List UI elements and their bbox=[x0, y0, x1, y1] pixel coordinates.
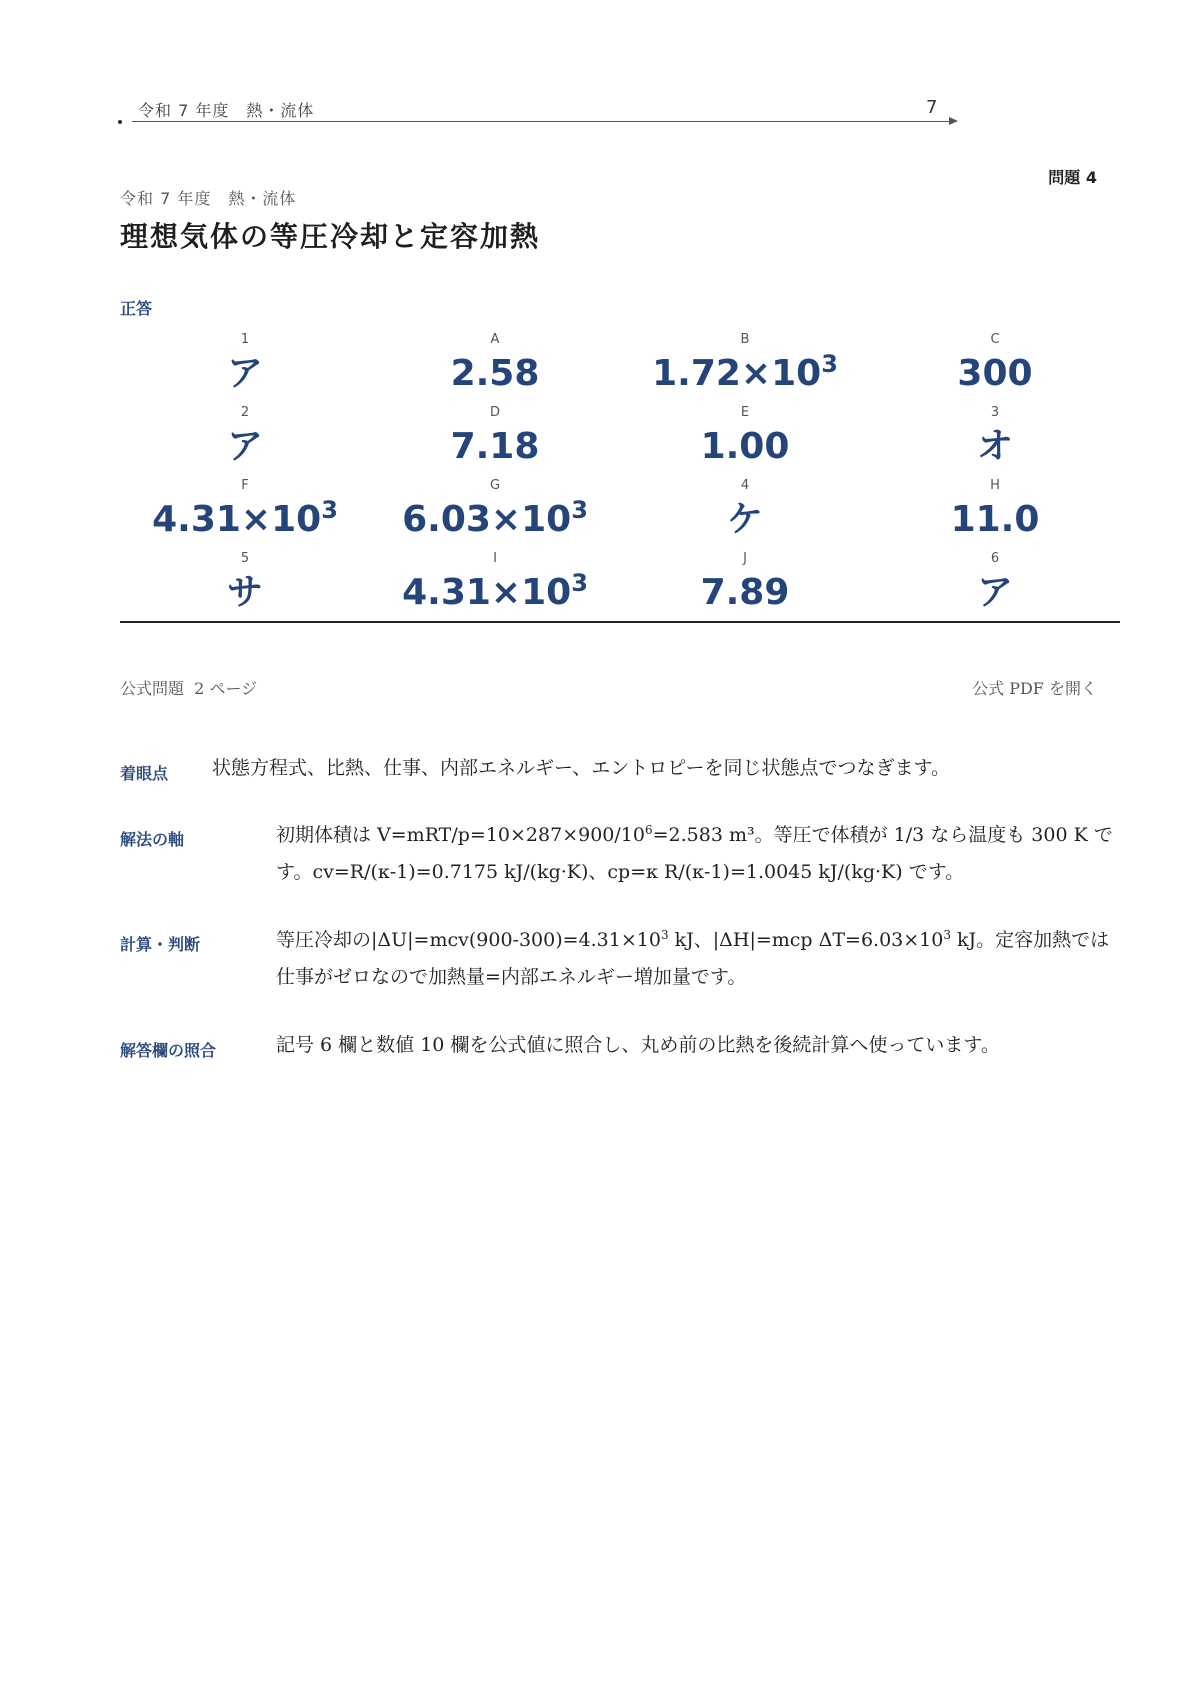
answer-row bbox=[120, 476, 1120, 549]
answer-value: ケ bbox=[726, 499, 763, 540]
answer-check-text: 記号 6 欄と数値 10 欄を公式値に照合し、丸め前の比熱を後続計算へ使っています。 bbox=[276, 1034, 1000, 1056]
answer-label: F bbox=[241, 478, 249, 493]
exponent: 3 bbox=[943, 928, 951, 942]
header-rule bbox=[132, 121, 952, 122]
answer-value: 300 bbox=[957, 353, 1033, 394]
answer-check-label: 解答欄の照合 bbox=[120, 1041, 217, 1060]
answer-mantissa: 1.72×10 bbox=[652, 353, 822, 394]
header-arrow-icon bbox=[949, 117, 958, 125]
answer-label: H bbox=[990, 478, 1000, 493]
answer-label: B bbox=[740, 332, 750, 347]
text-run: 等圧冷却の|ΔU|=mcv(900-300)=4.31×10 bbox=[276, 929, 661, 951]
answer-exponent: 3 bbox=[321, 496, 338, 524]
answer-row bbox=[120, 403, 1120, 476]
answer-label: 4 bbox=[740, 478, 750, 493]
answer-mantissa: 4.31×10 bbox=[402, 572, 572, 613]
answer-cell-j bbox=[620, 549, 870, 617]
section-label: 令和 7 年度 熱・流体 bbox=[120, 189, 297, 208]
answer-value bbox=[370, 496, 620, 544]
text-run: =2.583 m³。等圧で体積が 1/3 なら温度も 300 K です。cv=R/(κ-1)=0.7175 kJ/(kg·K)、cp=κ R/(κ-1)=1.0045 kJ/(kg·K) です。 bbox=[276, 824, 1113, 883]
answer-label: J bbox=[743, 551, 747, 566]
answer-grid bbox=[120, 330, 1120, 622]
answer-cell-1 bbox=[120, 330, 370, 398]
answer-rule bbox=[120, 621, 1120, 623]
answer-label: 2 bbox=[240, 405, 250, 420]
focus-label: 着眼点 bbox=[120, 764, 169, 783]
answer-label: 3 bbox=[990, 405, 1000, 420]
answer-value: ア bbox=[226, 353, 263, 394]
answer-label: D bbox=[489, 405, 500, 420]
answer-exponent: 3 bbox=[571, 569, 588, 597]
answer-value: 1.00 bbox=[700, 426, 790, 467]
header-bullet bbox=[118, 120, 122, 124]
page-title: 理想気体の等圧冷却と定容加熱 bbox=[120, 220, 541, 253]
calculation-text bbox=[276, 922, 1120, 996]
answer-row bbox=[120, 549, 1120, 622]
answer-cell-b bbox=[620, 330, 870, 398]
answer-value: ア bbox=[976, 572, 1013, 613]
answer-label: 6 bbox=[990, 551, 1000, 566]
text-run: kJ。定容加熱では仕事がゼロなので加熱量=内部エネルギー増加量です。 bbox=[276, 929, 1110, 988]
answer-value bbox=[620, 350, 870, 398]
answer-row bbox=[120, 330, 1120, 403]
answer-exponent: 3 bbox=[571, 496, 588, 524]
answer-cell-e bbox=[620, 403, 870, 471]
answer-cell-g bbox=[370, 476, 620, 544]
open-pdf-link[interactable]: 公式 PDF を開く bbox=[972, 679, 1097, 698]
running-header-page-number: 7 bbox=[926, 97, 938, 118]
answer-label: C bbox=[990, 332, 1000, 347]
answer-value: 7.18 bbox=[450, 426, 540, 467]
answer-label: A bbox=[490, 332, 500, 347]
answer-cell-6 bbox=[870, 549, 1120, 617]
answer-value: 7.89 bbox=[700, 572, 790, 613]
official-problem-page-link[interactable]: 公式問題 2 ページ bbox=[120, 679, 258, 698]
answer-heading: 正答 bbox=[120, 299, 153, 318]
answer-cell-5 bbox=[120, 549, 370, 617]
answer-value: サ bbox=[226, 572, 263, 613]
answer-label: 5 bbox=[240, 551, 250, 566]
answer-cell-i bbox=[370, 549, 620, 617]
answer-label: I bbox=[493, 551, 497, 566]
answer-exponent: 3 bbox=[821, 350, 838, 378]
text-run: 初期体積は V=mRT/p=10×287×900/10 bbox=[276, 824, 645, 846]
answer-value: 2.58 bbox=[450, 353, 540, 394]
answer-cell-a bbox=[370, 330, 620, 398]
answer-value: 11.0 bbox=[950, 499, 1040, 540]
answer-value: オ bbox=[976, 426, 1013, 467]
running-header-title: 令和 7 年度 熱・流体 bbox=[138, 101, 315, 120]
answer-cell-d bbox=[370, 403, 620, 471]
calculation-label: 計算・判断 bbox=[120, 935, 201, 954]
exponent: 3 bbox=[660, 928, 669, 942]
text-run: kJ、|ΔH|=mcp ΔT=6.03×10 bbox=[668, 929, 944, 951]
problem-number: 問題 4 bbox=[1048, 168, 1097, 187]
answer-cell-c bbox=[870, 330, 1120, 398]
answer-label: E bbox=[740, 405, 750, 420]
solution-axis-label: 解法の軸 bbox=[120, 830, 185, 849]
answer-value bbox=[120, 496, 370, 544]
answer-value: ア bbox=[226, 426, 263, 467]
answer-mantissa: 6.03×10 bbox=[402, 499, 572, 540]
answer-cell-3 bbox=[870, 403, 1120, 471]
focus-text: 状態方程式、比熱、仕事、内部エネルギー、エントロピーを同じ状態点でつなぎます。 bbox=[212, 757, 950, 779]
solution-axis-text bbox=[276, 817, 1120, 891]
answer-label: 1 bbox=[240, 332, 250, 347]
answer-cell-2 bbox=[120, 403, 370, 471]
answer-value bbox=[370, 569, 620, 617]
answer-mantissa: 4.31×10 bbox=[152, 499, 322, 540]
exponent: 6 bbox=[644, 823, 653, 837]
answer-cell-h bbox=[870, 476, 1120, 544]
answer-cell-4 bbox=[620, 476, 870, 544]
answer-label: G bbox=[489, 478, 501, 493]
answer-cell-f bbox=[120, 476, 370, 544]
